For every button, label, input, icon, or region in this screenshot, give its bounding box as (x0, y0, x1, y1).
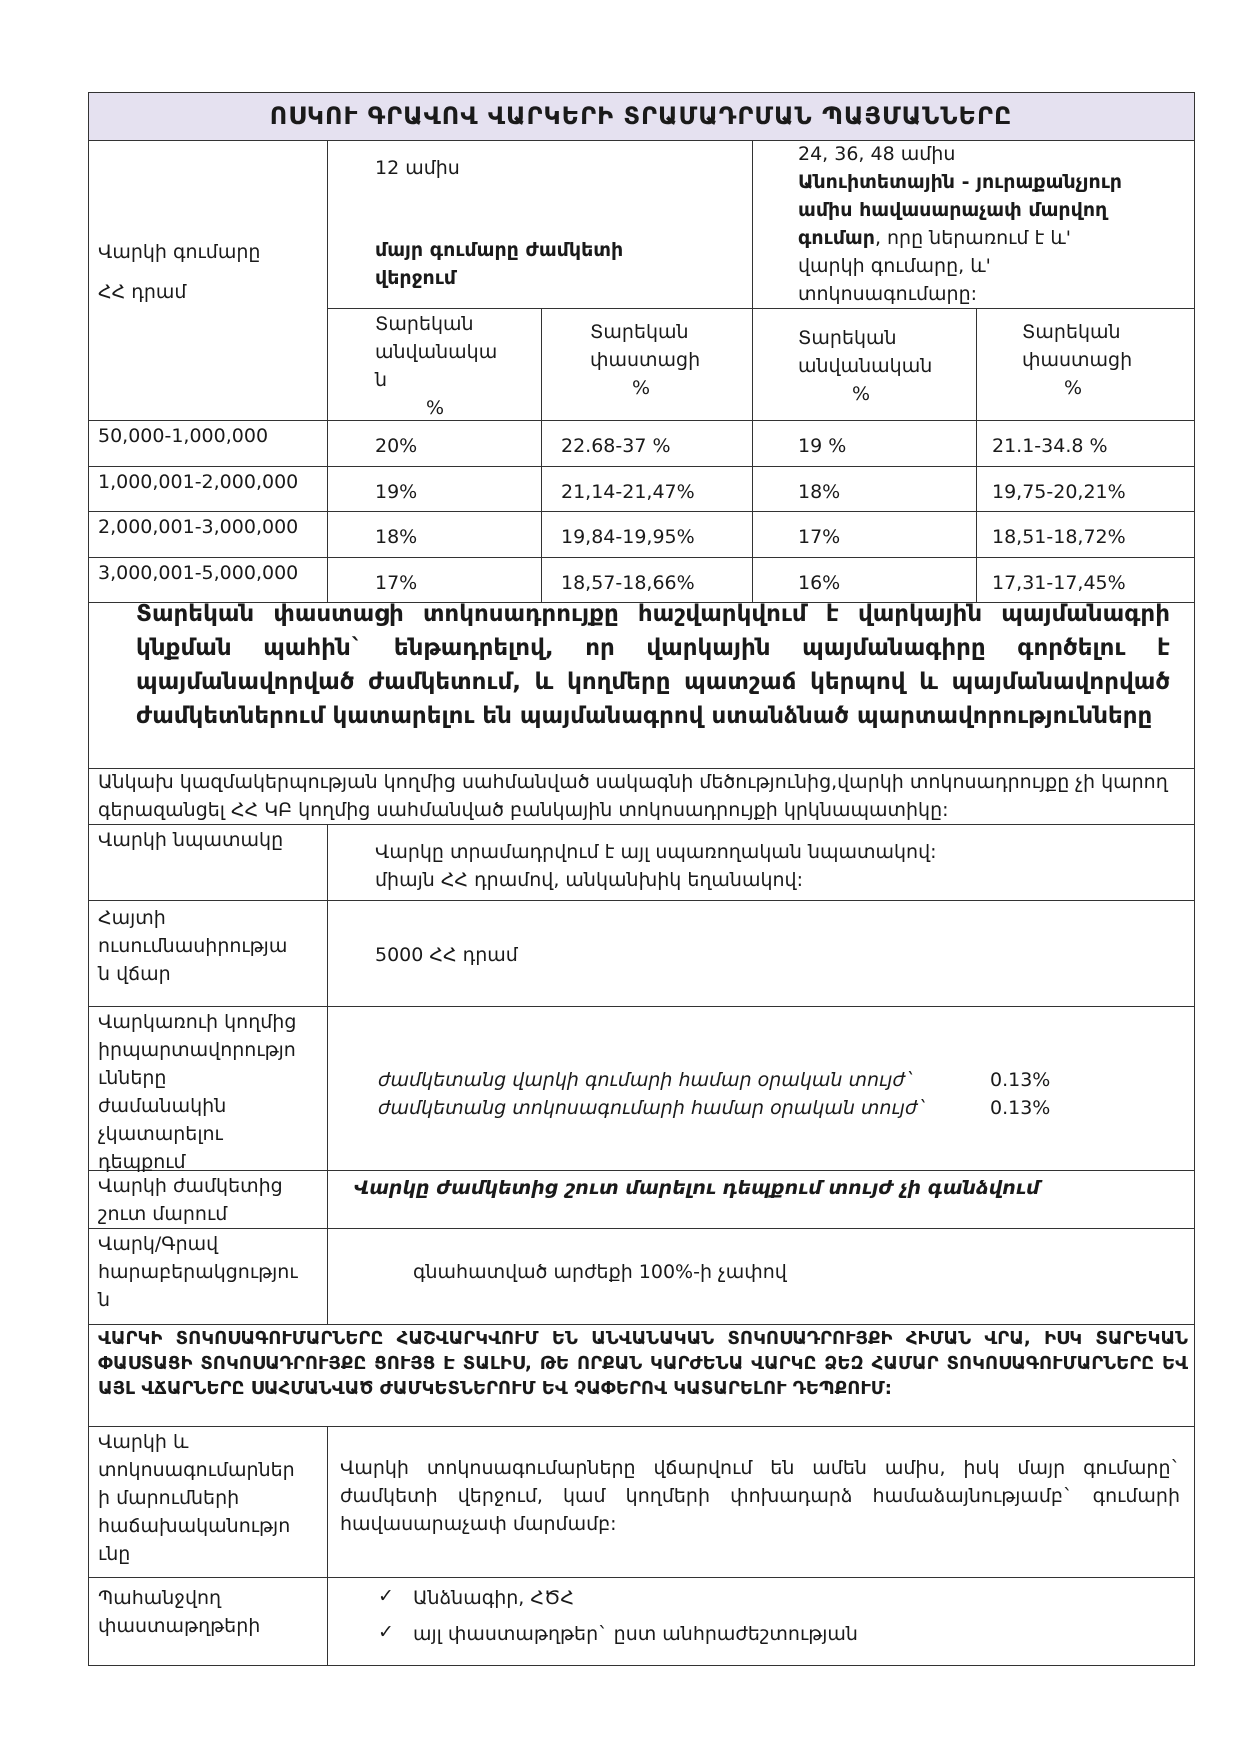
nominal-rate-annuity-header-cont: անվանական (798, 355, 933, 377)
nominal-rate-12-header-cont: ն (375, 369, 388, 391)
nominal-rate-12-cell: 20% (375, 435, 418, 457)
effective-rate-annuity-cell: 17,31-17,45% (992, 572, 1126, 594)
divider (327, 308, 1195, 309)
effective-rate-12-cell: 19,84-19,95% (561, 526, 695, 548)
penalty-label-cont: ժամանակին (98, 1095, 227, 1117)
purpose-value: Վարկը տրամադրվում է այլ սպառողական նպատակով: (375, 841, 937, 863)
interest-calc-note: ՎԱՐԿԻ ՏՈԿՈՍԱԳՈՒՄԱՐՆԵՐԸ ՀԱՇՎԱՐԿՎՈՒՄ ԵՆ ԱՆՎԱՆԱԿԱՆ ՏՈԿՈՍԱԴՐՈՒՅՔԻ ՀԻՄԱՆ ՎՐԱ, ԻՍԿ ՏԱՐԵԿԱՆ ՓԱՍՏԱՑԻ ՏՈԿՈՍԱԴՐՈՒՅՔԸ ՑՈՒՅՑ Է ՏԱԼԻՍ, ԹԵ ՈՐՔԱՆ ԿԱՐԺԵՆԱ ՎԱՐԿԸ ՁԵԶ ՀԱՄԱՐ ՏՈԿՈՍԱԳՈՒՄԱՐՆԵՐԸ ԵՎ ԱՅԼ ՎՃԱՐՆԵՐԸ ՍԱՀՄԱՆՎԱԾ ԺԱՄԿԵՏՆԵՐՈՒՄ ԵՎ ՉԱՓԵՐՈՎ ԿԱՏԱՐԵԼՈՒ ԴԵՊՔՈՒՄ: (98, 1328, 1188, 1399)
penalty-label-cont: ւնները (98, 1067, 167, 1089)
amount-range-cell: 1,000,001-2,000,000 (98, 471, 299, 493)
ltv-label-cont: հարաբերակցությու (98, 1261, 298, 1283)
penalty-label-cont: իրպարտավորությո (98, 1039, 296, 1061)
penalty-label-cont: չկատարելու (98, 1123, 223, 1145)
divider (88, 466, 1195, 467)
nominal-rate-12-header: Տարեկան (375, 313, 474, 335)
nominal-rate-annuity-cell: 18% (798, 481, 841, 503)
effective-rate-12-header-cont: փաստացի (590, 349, 701, 371)
rate-limit-note: Անկախ կազմակերպության կողմից սահմանված սակագնի մեծությունից,վարկի տոկոսադրույքը չի կարող գերազանցել ՀՀ ԿԲ կողմից սահմանված բանկային տոկոսադրույքի կրկնապատիկը: (98, 771, 1168, 821)
divider (541, 308, 542, 602)
effective-rate-annuity-cell: 19,75-20,21% (992, 481, 1126, 503)
annuity-desc-line1: Անուիտետային - յուրաքանչյուր (798, 171, 1123, 193)
purpose-value-cont: միայն ՀՀ դրամով, անկանխիկ եղանակով: (375, 869, 803, 891)
ltv-label-cont: ն (98, 1289, 111, 1311)
nominal-rate-annuity-pct: % (852, 383, 871, 405)
effective-rate-annuity-cell: 18,51-18,72% (992, 526, 1126, 548)
early-repayment-label: Վարկի ժամկետից (98, 1175, 283, 1197)
penalty-loan-value: 0.13% (990, 1069, 1051, 1091)
divider (88, 140, 1195, 141)
term-annuity-label: 24, 36, 48 ամիս (798, 143, 956, 165)
penalty-interest-value: 0.13% (990, 1097, 1051, 1119)
divider (88, 420, 1195, 421)
document-item-label: Անձնագիր, ՀԾՀ (413, 1587, 574, 1609)
effective-rate-annuity-cell: 21.1-34.8 % (992, 435, 1108, 457)
repayment-value: Վարկի տոկոսագումարները վճարվում են ամեն ամիս, իսկ մայր գումարը` ժամկետի վերջում, կամ կողմերի փոխադարձ համաձայնությամբ` գումարի հավասարաչափ մարմամբ: (340, 1457, 1180, 1535)
repayment-label-cont: ի մարումների (98, 1487, 240, 1509)
application-fee-label-cont: ուսումնասիրությա (98, 935, 288, 957)
term-12-note: մայր գումարը ժամկետի (375, 239, 624, 261)
divider (88, 557, 1195, 558)
application-fee-label-cont: ն վճար (98, 963, 171, 985)
document-item-label: այլ փաստաթղթեր` ըստ անհրաժեշտության (413, 1623, 858, 1645)
table-border-top (88, 92, 1195, 93)
term-12-note-cont: վերջում (375, 267, 457, 289)
divider (88, 511, 1195, 512)
purpose-label: Վարկի նպատակը (98, 829, 284, 851)
effective-rate-12-cell: 22.68-37 % (561, 435, 671, 457)
checkmark-icon: ✓ (378, 1621, 394, 1643)
application-fee-value: 5000 ՀՀ դրամ (375, 944, 518, 966)
penalty-label: Վարկառուի կողմից (98, 1011, 297, 1033)
documents-label-cont: փաստաթղթերի (98, 1615, 261, 1637)
penalty-label-cont: դեպքում (98, 1151, 186, 1173)
nominal-rate-annuity-cell: 17% (798, 526, 841, 548)
penalty-loan-text: ժամկետանց վարկի գումարի համար օրական տույժ` (378, 1069, 915, 1091)
effective-rate-12-header: Տարեկան (590, 321, 689, 343)
amount-label: Վարկի գումարը (98, 241, 261, 263)
nominal-rate-annuity-header: Տարեկան (798, 327, 897, 349)
early-repayment-value: Վարկը ժամկետից շուտ մարելու դեպքում տույժ չի գանձվում (354, 1177, 1040, 1199)
nominal-rate-annuity-cell: 19 % (798, 435, 847, 457)
penalty-interest-text: ժամկետանց տոկոսագումարի համար օրական տույժ` (378, 1097, 927, 1119)
effective-rate-annuity-header-cont: փաստացի (1022, 349, 1133, 371)
divider (88, 1228, 1195, 1229)
ltv-label: Վարկ/Գրավ (98, 1233, 219, 1255)
nominal-rate-12-cell: 17% (375, 572, 418, 594)
early-repayment-label-cont: շուտ մարում (98, 1203, 228, 1225)
repayment-label: Վարկի և (98, 1431, 189, 1453)
nominal-rate-12-pct: % (426, 397, 445, 419)
document-title: ՈՍԿՈՒ ԳՐԱՎՈՎ ՎԱՐԿԵՐԻ ՏՐԱՄԱԴՐՄԱՆ ՊԱՅՄԱՆՆԵՐԸ (269, 102, 1013, 130)
amount-range-cell: 50,000-1,000,000 (98, 425, 269, 447)
table-border-left (88, 92, 89, 1666)
nominal-rate-annuity-cell: 16% (798, 572, 841, 594)
divider (88, 900, 1195, 901)
effective-rate-note: Տարեկան փաստացի տոկոսադրույքը հաշվարկվում է վարկային պայմանագրի կնքման պահին` ենթադրելով, որ վարկային պայմանագիրը գործելու է պայմանավորված ժամկետում, և կողմերը պատշաճ կերպով և պայմանավորված ժամկետներում կատարելու են պայմանագրով ստանձնած պարտավորությունները (136, 601, 1170, 729)
divider (327, 1426, 328, 1666)
annuity-desc-line2: ամիս հավասարաչափ մարվող (798, 199, 1108, 221)
divider (88, 1006, 1195, 1007)
amount-range-cell: 3,000,001-5,000,000 (98, 562, 299, 584)
annuity-desc-line5: տոկոսագումարը: (798, 283, 978, 305)
divider (327, 140, 328, 602)
effective-rate-12-cell: 18,57-18,66% (561, 572, 695, 594)
annuity-desc-line3: գումար, որը ներառում է և' (798, 227, 1071, 249)
effective-rate-12-cell: 21,14-21,47% (561, 481, 695, 503)
table-border-bottom (88, 1665, 1195, 1666)
repayment-label-cont: հաճախականությո (98, 1515, 291, 1537)
divider (976, 308, 977, 602)
nominal-rate-12-cell: 19% (375, 481, 418, 503)
divider (88, 1324, 1195, 1325)
amount-currency-label: ՀՀ դրամ (98, 281, 187, 303)
table-border-right (1194, 92, 1195, 1666)
divider (88, 1577, 1195, 1578)
amount-range-cell: 2,000,001-3,000,000 (98, 516, 299, 538)
documents-label: Պահանջվող (98, 1587, 222, 1609)
divider (88, 1426, 1195, 1427)
repayment-label-cont: ւնը (98, 1543, 131, 1565)
divider (752, 140, 753, 602)
divider (327, 824, 328, 1324)
divider (88, 1170, 1195, 1171)
term-12-label: 12 ամիս (375, 157, 460, 179)
checkmark-icon: ✓ (378, 1585, 394, 1607)
nominal-rate-12-header-cont: անվանակա (375, 341, 498, 363)
nominal-rate-12-cell: 18% (375, 526, 418, 548)
effective-rate-annuity-pct: % (1064, 377, 1083, 399)
repayment-label-cont: տոկոսագումարներ (98, 1459, 295, 1481)
application-fee-label: Հայտի (98, 907, 166, 929)
effective-rate-12-pct: % (632, 377, 651, 399)
annuity-desc-line4: վարկի գումարը, և' (798, 255, 991, 277)
effective-rate-annuity-header: Տարեկան (1022, 321, 1121, 343)
ltv-value: գնահատված արժեքի 100%-ի չափով (413, 1261, 787, 1283)
divider (88, 824, 1195, 825)
